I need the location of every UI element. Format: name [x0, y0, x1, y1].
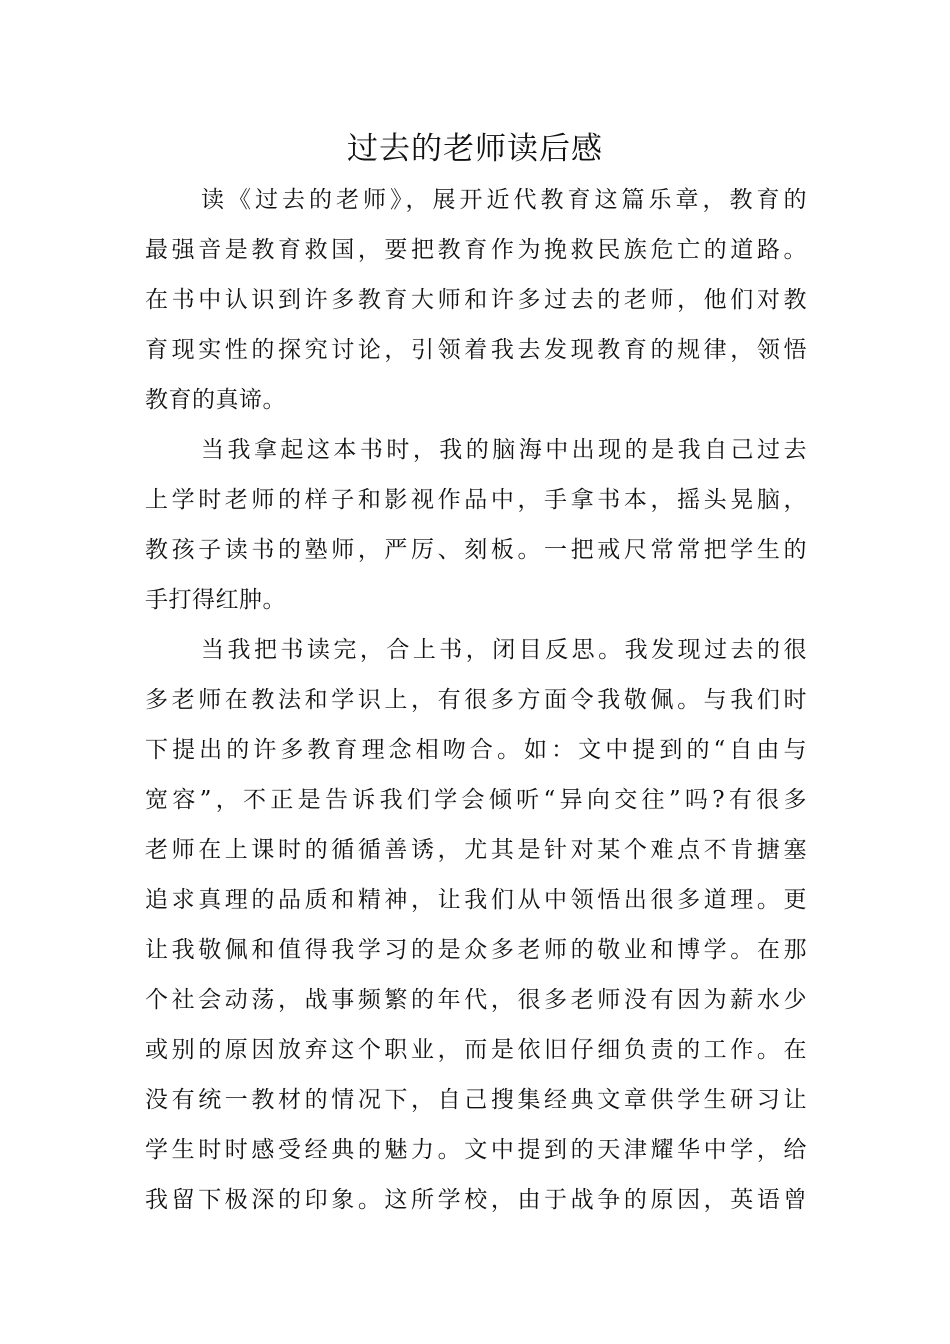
text-line: 在书中认识到许多教育大师和许多过去的老师，他们对教 — [145, 287, 807, 313]
text-line: 多老师在教法和学识上，有很多方面令我敬佩。与我们时 — [145, 687, 807, 713]
text-line: 宽容”，不正是告诉我们学会倾听“异向交往”吗?有很多 — [145, 787, 807, 813]
text-line: 个社会动荡，战事频繁的年代，很多老师没有因为薪水少 — [145, 987, 807, 1013]
text-line: 下提出的许多教育理念相吻合。如：文中提到的“自由与 — [145, 737, 807, 763]
text-line: 上学时老师的样子和影视作品中，手拿书本，摇头晃脑， — [145, 487, 807, 513]
paragraph-2 — [145, 425, 807, 625]
text-line: 老师在上课时的循循善诱，尤其是针对某个难点不肯搪塞 — [145, 837, 807, 863]
document-title: 过去的老师读后感 — [347, 131, 603, 167]
text-line: 手打得红肿。 — [145, 587, 286, 613]
text-line: 当我拿起这本书时，我的脑海中出现的是我自己过去 — [201, 437, 807, 463]
document-body — [145, 175, 807, 1225]
text-line: 学生时时感受经典的魅力。文中提到的天津耀华中学，给 — [145, 1137, 807, 1163]
text-line: 追求真理的品质和精神，让我们从中领悟出很多道理。更 — [145, 887, 807, 913]
text-line: 教孩子读书的塾师，严厉、刻板。一把戒尺常常把学生的 — [145, 537, 807, 563]
text-line: 最强音是教育救国，要把教育作为挽救民族危亡的道路。 — [145, 237, 807, 263]
paragraph-1 — [145, 175, 807, 425]
text-line: 育现实性的探究讨论，引领着我去发现教育的规律，领悟 — [145, 337, 807, 363]
text-line: 读《过去的老师》，展开近代教育这篇乐章，教育的 — [201, 187, 807, 213]
text-line: 当我把书读完，合上书，闭目反思。我发现过去的很 — [201, 637, 807, 663]
text-line: 或别的原因放弃这个职业，而是依旧仔细负责的工作。在 — [145, 1037, 807, 1063]
text-line: 没有统一教材的情况下，自己搜集经典文章供学生研习让 — [145, 1087, 807, 1113]
text-line: 我留下极深的印象。这所学校，由于战争的原因，英语曾 — [145, 1187, 807, 1213]
text-line: 教育的真谛。 — [145, 387, 286, 413]
text-line: 让我敬佩和值得我学习的是众多老师的敬业和博学。在那 — [145, 937, 807, 963]
paragraph-3 — [145, 625, 807, 1225]
